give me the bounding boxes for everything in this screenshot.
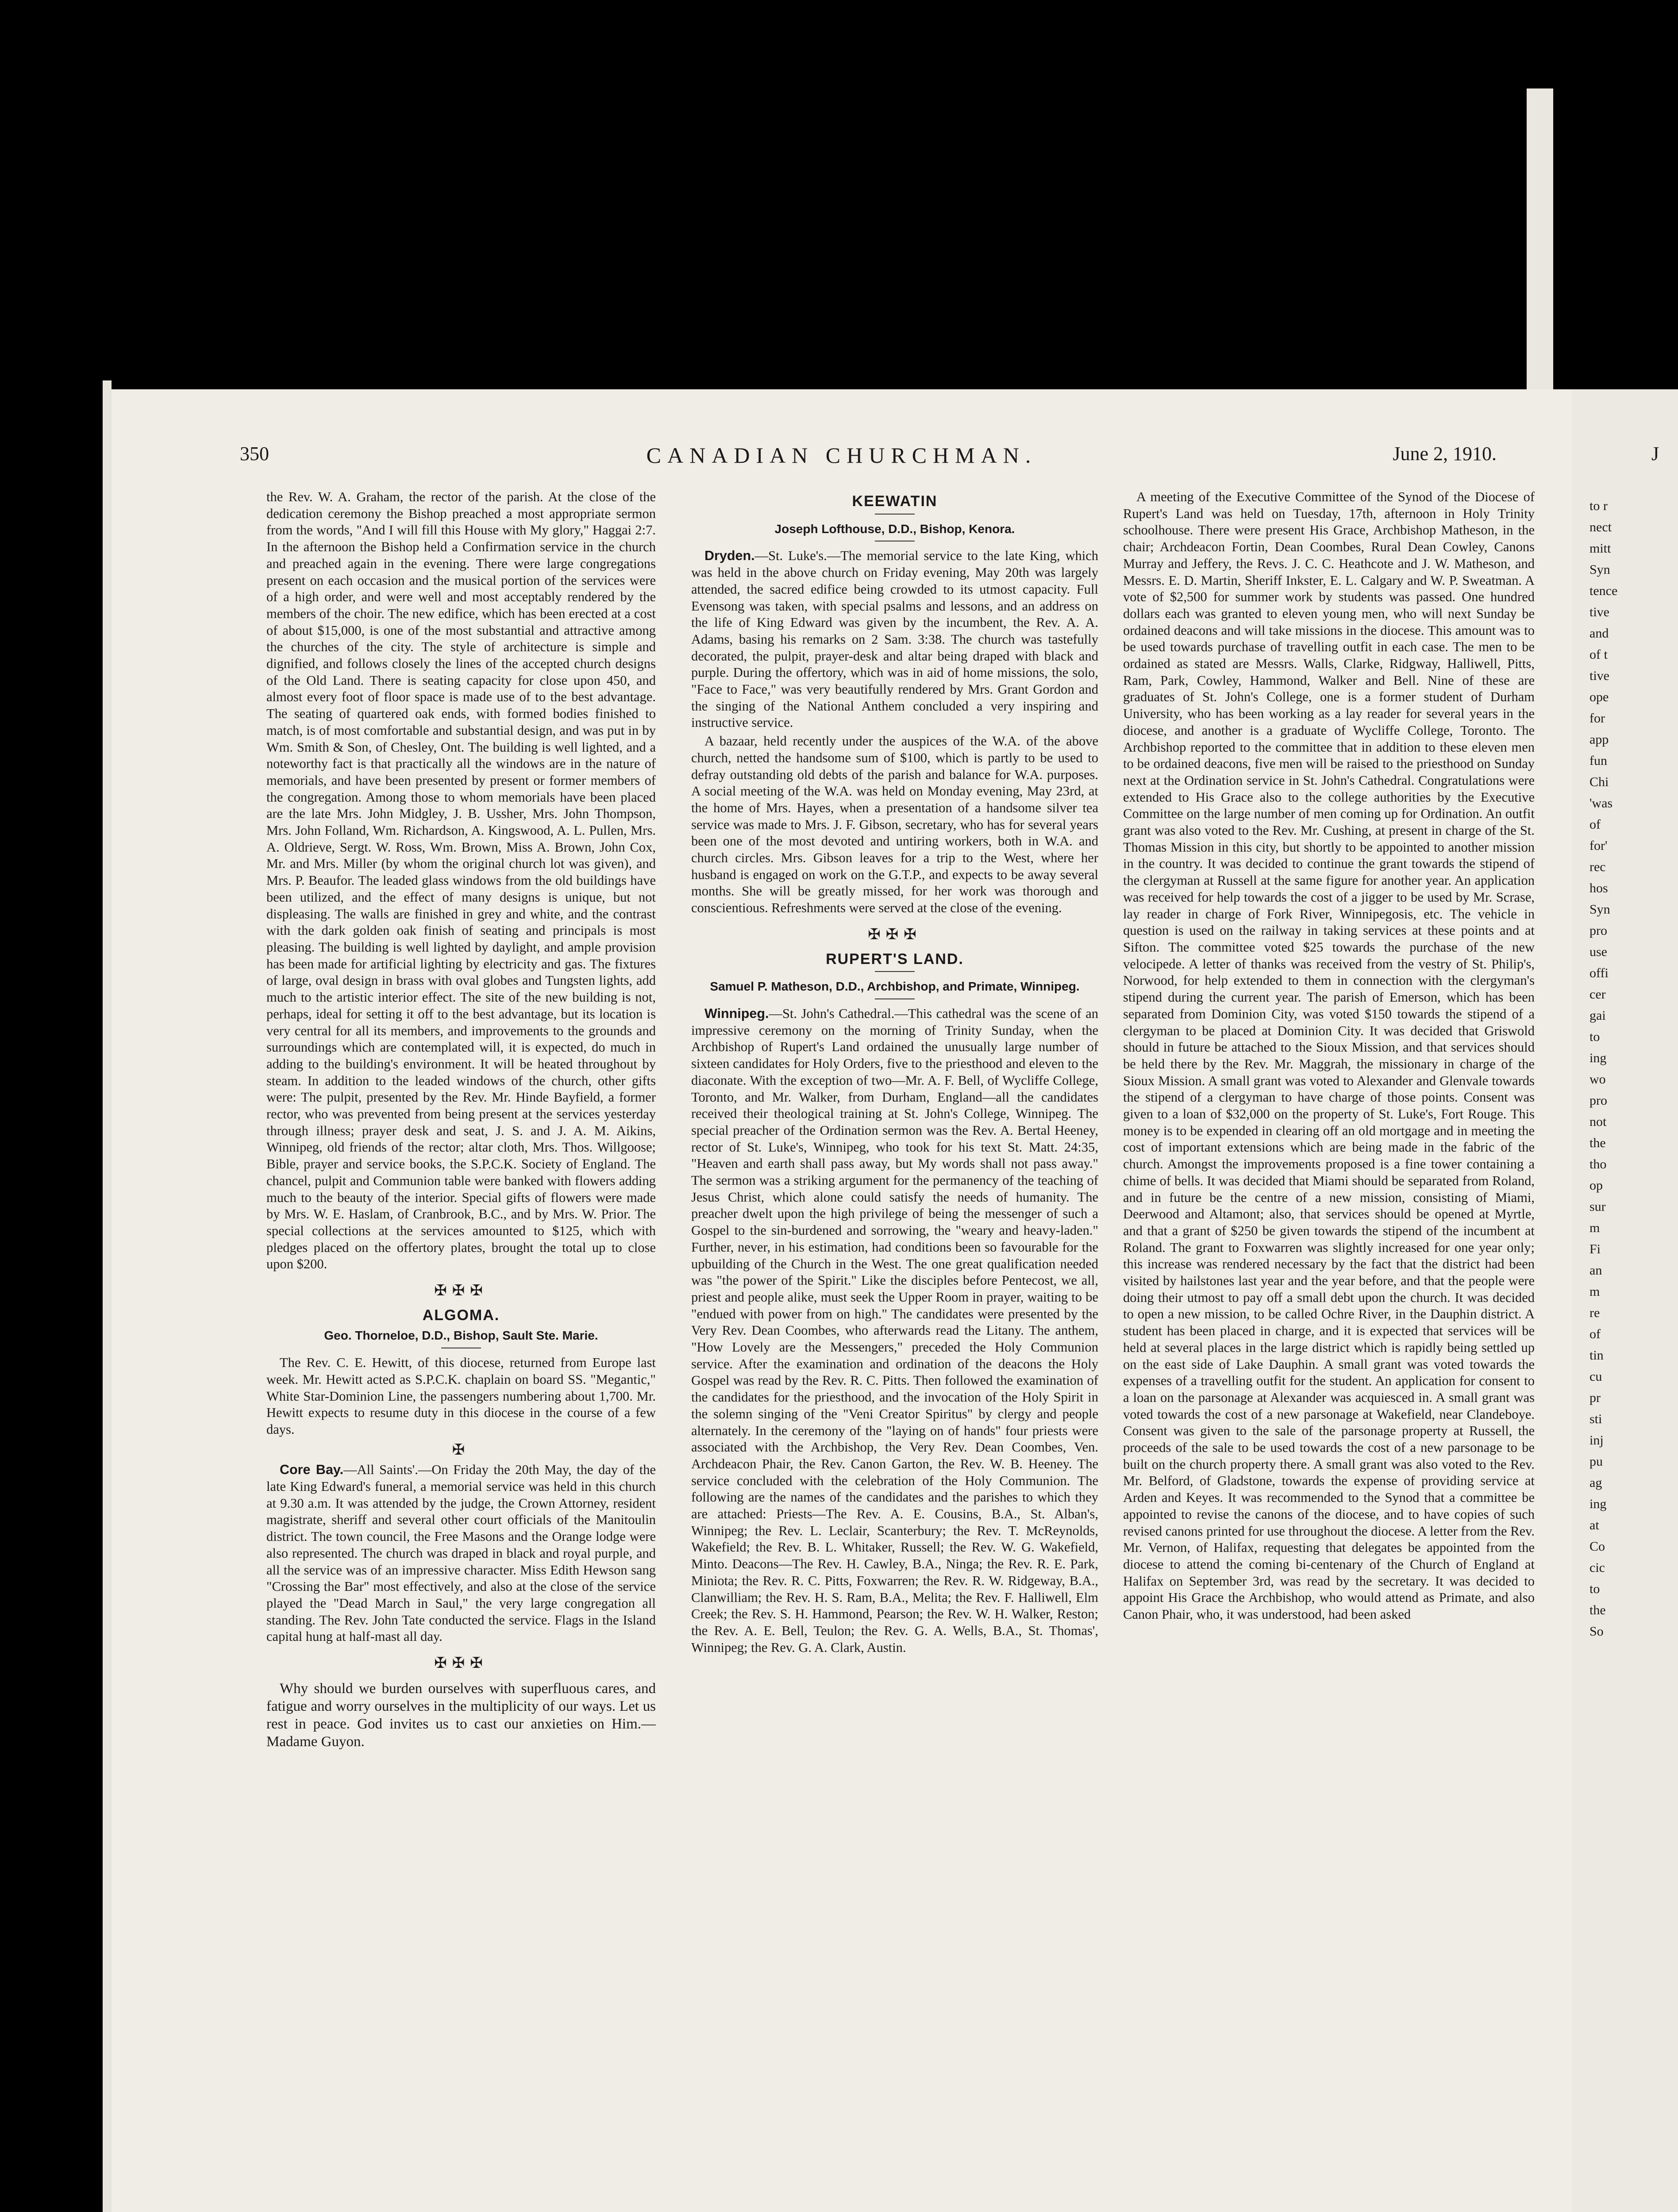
facing-page-line: ing [1589, 1051, 1607, 1065]
facing-page-line: sur [1589, 1199, 1606, 1214]
bishop-line: Geo. Thorneloe, D.D., Bishop, Sault Ste. Marie. [324, 1329, 598, 1343]
article-text: A bazaar, held recently under the auspices of the W.A. of the above church, netted the handsome sum of $100, which is partly to be used to defray outstanding old debts of the parish and balance for W.A. purposes. A social meeting of the W.A. was held on Monday evening, May 23rd, at the home of Mrs. Hayes, when a presentation of a handsome silver tea service was made to Mrs. J. F. Gibson, secretary, who has for several years been one of the most devoted and untiring workers, both in W.A. and church circles. Mrs. Gibson leaves for a trip to the West, where her husband is engaged on work on the G.T.P., and expects to be away several months. She will be greatly missed, for her work was thorough and conscientious. Refreshments were served at the close of the evening. [691, 733, 1098, 916]
facing-page-line: m [1589, 1221, 1600, 1235]
facing-page-line: nect [1589, 520, 1612, 534]
column-3 [1123, 489, 1535, 1625]
facing-page-line: use [1589, 945, 1607, 959]
article-paragraph [691, 548, 1098, 731]
facing-page-line: for' [1589, 838, 1608, 853]
facing-page-line: at [1589, 1518, 1599, 1532]
facing-page-edge [1572, 389, 1678, 2212]
facing-page-line: hos [1589, 881, 1608, 895]
facing-page-line: fun [1589, 753, 1607, 768]
facing-page-line: gai [1589, 1008, 1606, 1023]
facing-page-line: pr [1589, 1390, 1601, 1405]
facing-page-line: tho [1589, 1157, 1607, 1171]
facing-page-line: an [1589, 1263, 1602, 1278]
divider [875, 971, 915, 972]
section-ornament: ✠✠✠ [868, 926, 922, 943]
page-header [112, 442, 1572, 482]
place-name: Winnipeg. [704, 1006, 769, 1021]
facing-page-line: tin [1589, 1348, 1604, 1363]
facing-page-line: cu [1589, 1369, 1602, 1384]
divider [875, 998, 915, 999]
facing-page-line: m [1589, 1284, 1600, 1299]
facing-page-line: Chi [1589, 775, 1609, 789]
place-name: Core Bay. [280, 1462, 344, 1478]
facing-page-line: offi [1589, 966, 1609, 980]
facing-page-line: op [1589, 1178, 1603, 1193]
facing-page-line: 'was [1589, 796, 1613, 810]
facing-page-line: for [1589, 711, 1605, 726]
facing-page-line: mitt [1589, 541, 1611, 556]
facing-page-line: to [1589, 1582, 1600, 1596]
article-text: —St. Luke's.—The memorial service to the late King, which was held in the above church on Friday evening, May 20th was largely attended, the sacred edifice being crowded to its utmost capacity. Full Evensong was taken, with special psalms and lessons, and an address on the life of King Edward was given by the incumbent, the Rev. A. A. Adams, basing his remarks on 2 Sam. 3:38. The church was tastefully decorated, the pulpit, prayer-desk and altar being draped with black and purple. During the offertory, which was in aid of home missions, the solo, "Face to Face," was very beautifully rendered by Mrs. Grant Gordon and the singing of the National Anthem concluded a very inspiring and instructive service. [691, 548, 1098, 730]
left-binding-edge [103, 380, 112, 2212]
facing-page-line: Fi [1589, 1242, 1601, 1256]
facing-page-line: ag [1589, 1475, 1602, 1490]
publication-title: CANADIAN CHURCHMAN. [646, 443, 1037, 468]
bishop-line: Samuel P. Matheson, D.D., Archbishop, and Primate, Winnipeg. [710, 979, 1080, 994]
facing-page-line: the [1589, 1136, 1606, 1150]
facing-page-line: ope [1589, 690, 1609, 704]
place-name: Dryden. [704, 548, 755, 564]
facing-page-line: wo [1589, 1072, 1606, 1087]
article-paragraph [691, 1006, 1098, 1656]
closing-quote: Why should we burden ourselves with superfluous cares, and fatigue and worry ourselves in the multiplicity of our ways. Let us rest in peace. God invites us to cast our anxieties on Him.—Madame Guyon. [266, 1680, 656, 1750]
article-paragraph [266, 1462, 656, 1645]
facing-page-line: Syn [1589, 902, 1610, 917]
facing-page-line: not [1589, 1114, 1607, 1129]
facing-page-line: cic [1589, 1560, 1605, 1575]
article-text: A meeting of the Executive Committee of the Synod of the Diocese of Rupert's Land was held on Tuesday, 17th, afternoon in Holy Trinity schoolhouse. There were present His Grace, Archbishop Matheson, in the chair; Archdeacon Fortin, Dean Coombes, Rural Dean Cowley, Canons Murray and Jeffery, the Revs. J. C. C. Heathcote and J. W. Matheson, and Messrs. E. D. Martin, Sheriff Inkster, E. L. Calgary and W. P. Sweatman. A vote of $2,500 for summer work by students was passed. One hundred dollars each was granted to eleven young men, who will next Sunday be ordained deacons and will take missions in the diocese. This amount was to be used towards purchase of travelling outfit in each case. The men to be ordained as stated are Messrs. Walls, Clarke, Ridgway, Halliwell, Pitts, Ram, Park, Cowley, Hammond, Walker and Bell. Nine of these are graduates of St. John's College, one is a former student of Durham University, who has been working as a lay reader for several years in the diocese, and another is a graduate of Wycliffe College, Toronto. The Archbishop reported to the committee that in addition to these eleven men to be ordained deacons, five men will be raised to the priesthood on Sunday next at the Ordination service in St. John's Cathedral. Congratulations were extended to His Grace also to the college authorities by the Executive Committee on the large number of men coming up for Ordination. An outfit grant was also voted to the Rev. Mr. Cushing, at present in charge of the St. Thomas Mission in this city, but shortly to be appointed to another mission in the country. It was decided to continue the grant towards the stipend of the clergyman at Russell at the same figure for another year. An application was received for help towards the cost of a jigger to be used by Mr. Scrase, lay reader in charge of Fork River, Winnipegosis, etc. The vehicle in question is used on the railway in taking services at these points and at Sifton. The committee voted $25 towards the purchase of the new velocipede. A letter of thanks was received from the vestry of St. Philip's, Norwood, for help extended to them in connection with the clergyman's stipend during the current year. The parish of Emerson, which has been separated from Dominion City, was voted $150 towards the stipend of a clergyman to be placed at Dominion City. It was decided that Griswold should in future be attached to the Sioux Mission, and that services should be held there by the Rev. Mr. Maggrah, the missionary in charge of the Sioux Mission. A small grant was voted to Alexander and Glenvale towards the stipend of a clergyman to have charge of those points. Consent was given to a loan of $32,000 on the property of St. Luke's, Fort Rouge. This money is to be expended in clearing off an old mortgage and in meeting the cost of important extensions which are being made in the fabric of the church. Amongst the improvements proposed is a fine tower containing a chime of bells. It was decided that Miami should be separated from Roland, and in future be the centre of a new mission, consisting of Miami, Deerwood and Altamont; also, that services should be opened at Myrtle, and that a grant of $250 be given towards the stipend of the incumbent at Roland. The grant to Foxwarren was slightly increased for one year only; this increase was rendered necessary by the fact that the district had been visited by hailstones last year and the year before, and that the people were doing their utmost to pay off a small debt upon the church. It was decided to open a new mission, to be called Ochre River, in the Dauphin district. A student has been placed in charge, and it is expected that services will be held at several places in the large district which is rapidly being settled up on the east side of Lake Dauphin. A small grant was voted towards the expenses of a travelling outfit for the student. An application for consent to a loan on the parsonage at Alexander was acquiesced in. A small grant was voted towards the cost of a new parsonage at Wakefield, near Clandeboye. Consent was given to the sale of the parsonage property at Russell, the proceeds of the sale to be used towards the cost of a new parsonage to be built on the church property there. A small grant was also voted to the Rev. Mr. Belford, of Gladstone, towards the expense of providing service at Arden and Keyes. It was recommended to the Synod that a committee be appointed to revise the canons of the diocese, and to have copies of such revised canons printed for use throughout the diocese. A letter from the Rev. Mr. Vernon, of Halifax, requesting that delegates be appointed from the diocese to attend the coming bi-centenary of the Church of England at Halifax on September 3rd, was read by the secretary. It was decided to appoint His Grace the Archbishop, who would attend as Primate, and also Canon Phair, who, it was understood, had been asked [1123, 489, 1535, 1622]
facing-page-line: pu [1589, 1454, 1603, 1469]
facing-page-line: Co [1589, 1539, 1605, 1554]
facing-page-text [1589, 495, 1669, 1642]
newspaper-page [112, 389, 1572, 2212]
article-text: the Rev. W. A. Graham, the rector of the parish. At the close of the dedication ceremony the Bishop preached a most appropriate sermon from the words, "And I will fill this House with My glory," Haggai 2:7. In the afternoon the Bishop held a Confirmation service in the church and preached again in the evening. There were large congregations present on each occasion and the musical portion of the services were of a high order, and were well and most acceptably rendered by the members of the choir. The new edifice, which has been erected at a cost of about $15,000, is one of the most substantial and attractive among the churches of the city. The style of architecture is simple and dignified, and follows closely the lines of the accepted church designs of the Old Land. There is seating capacity for close upon 450, and almost every foot of floor space is made use of to the best advantage. The seating of quartered oak ends, with formed bodies finished to match, is of most comfortable and substantial design, and was put in by Wm. Smith & Son, of Chesley, Ont. The building is well lighted, and a noteworthy fact is that practically all the windows are in the nature of memorials, and have been presented by present or former members of the congregation. Among those to whom memorials have been placed are the late Mrs. John Midgley, J. B. Ussher, Mrs. John Thompson, Mrs. John Folland, Wm. Richardson, A. Kingswood, A. L. Pullen, Mrs. A. Oldrieve, Sergt. W. Ross, Wm. Brown, Miss A. Brown, John Cox, Mr. and Mrs. Miller (by whom the original church lot was given), and Mrs. P. Beaufor. The leaded glass windows from the old buildings have been utilized, and the effect of many designs is unique, but not displeasing. The walls are finished in grey and white, and the contrast with the dark golden oak finish of seating and principals is most pleasing. The building is well lighted by daylight, and ample provision has been made for artificial lighting by electricity and gas. The fixtures of large, oval design in brass with oval globes and Tungsten lights, add much to the artistic interior effect. The site of the new building is not, perhaps, ideal for setting it off to the best advantage, but its location is very central for all its members, and improvements to the grounds and surroundings which are contemplated will, it is expected, do much in adding to the building's environment. It will be heated throughout by steam. In addition to the leaded windows of the church, other gifts were: The pulpit, presented by the Rev. Mr. Hinde Bayfield, a former rector, who was prevented from being present at the services yesterday through illness; prayer desk and seat, J. S. and J. A. M. Aikins, Winnipeg, old friends of the rector; altar cloth, Mrs. Thos. Willgoose; Bible, prayer and service books, the S.P.C.K. Society of England. The chancel, pulpit and Communion table were banked with flowers adding much to the beauty of the interior. Special gifts of flowers were made by Mrs. W. E. Haslam, of Cranbrook, B.C., and by Mrs. W. Prior. The special collections at the services amounted to $125, which with pledges placed on the offertory plates, brought the total up to close upon $200. [266, 489, 656, 1272]
bishop-line: Joseph Lofthouse, D.D., Bishop, Kenora. [774, 522, 1015, 536]
facing-page-line: the [1589, 1603, 1606, 1617]
facing-page-line: ing [1589, 1497, 1607, 1511]
facing-page-line: pro [1589, 923, 1607, 938]
facing-page-line: of t [1589, 647, 1608, 662]
facing-page-line: to r [1589, 499, 1608, 513]
divider [875, 514, 915, 515]
section-heading-keewatin: KEEWATIN [852, 493, 938, 510]
article-text: The Rev. C. E. Hewitt, of this diocese, returned from Europe last week. Mr. Hewitt acted as S.P.C.K. chaplain on board SS. "Megantic," White Star-Dominion Line, the passengers numbering about 1,700. Mr. Hewitt expects to resume duty in this diocese in the course of a few days. [266, 1355, 656, 1437]
facing-page-line: tive [1589, 668, 1609, 683]
facing-page-line: inj [1589, 1433, 1604, 1448]
facing-page-line: of [1589, 817, 1601, 832]
facing-page-line: cer [1589, 987, 1606, 1002]
column-2 [691, 489, 1098, 1658]
article-text: —All Saints'.—On Friday the 20th May, the day of the late King Edward's funeral, a memorial service was held in this church at 9.30 a.m. It was attended by the judge, the Crown Attorney, resident magistrate, sheriff and several other court officials of the Manitoulin district. The town council, the Free Masons and the Orange lodge were also represented. The church was draped in black and royal purple, and all the service was of an impressive character. Miss Edith Hewson sang "Crossing the Bar" most effectively, and also at the close of the service played the "Dead March in Saul," the very large congregation all standing. The Rev. John Tate conducted the service. Flags in the Island capital hung at half-mast all day. [266, 1462, 656, 1644]
facing-page-line: of [1589, 1327, 1601, 1341]
article-text: —St. John's Cathedral.—This cathedral was the scene of an impressive ceremony on the morning of Trinity Sunday, when the Archbishop of Rupert's Land ordained the unusually large number of sixteen candidates for Holy Orders, five to the priesthood and eleven to the diaconate. With the exception of two—Mr. A. F. Bell, of Wycliffe College, Toronto, and Mr. Walker, from Durham, England—all the candidates received their theological training at St. John's College, Winnipeg. The special preacher of the Ordination sermon was the Rev. A. Bertal Heeney, rector of St. Luke's, Winnipeg, who took for his text St. Matt. 24:35, "Heaven and earth shall pass away, but My words shall not pass away." The sermon was a striking argument for the permanency of the teaching of Jesus Christ, which alone could satisfy the needs of humanity. The preacher dwelt upon the high privilege of being the messenger of such a Gospel to the sin-burdened and sorrowing, the "weary and heavy-laden." Further, never, in his estimation, had conditions been so favourable for the upbuilding of the Church in the West. The one great qualification needed was "the power of the Spirit." Like the disciples before Pentecost, we all, priest and people alike, must seek the Upper Room in prayer, waiting to be "endued with power from on high." The candidates were presented by the Very Rev. Dean Coombes, who afterwards read the Litany. The anthem, "How Lovely are the Messengers," preceded the Holy Communion service. After the examination and ordination of the deacons the Holy Gospel was read by the Rev. R. C. Pitts. Then followed the examination of the candidates for the priesthood, and the invocation of the Holy Spirit in the solemn singing of the "Veni Creator Spiritus" by clergy and people alternately. In the ceremony of the "laying on of hands" four priests were associated with the Archbishop, the Very Rev. Dean Coombes, Ven. Archdeacon Phair, the Rev. Canon Garton, the Rev. W. B. Heeney. The service concluded with the celebration of the Holy Communion. The following are the names of the candidates and the parishes to which they are attached: Priests—The Rev. A. E. Cousins, B.A., St. Alban's, Winnipeg; the Rev. L. Leclair, Scanterbury; the Rev. T. McReynolds, Wakefield; the Rev. B. L. Whitaker, Russell; the Rev. W. G. Wakefield, Minto. Deacons—The Rev. H. Cawley, B.A., Ninga; the Rev. R. E. Park, Miniota; the Rev. R. C. Pitts, Foxwarren; the Rev. R. W. Ridgeway, B.A., Clanwilliam; the Rev. H. S. Ram, B.A., Melita; the Rev. F. Halliwell, Elm Creek; the Rev. S. H. Hammond, Pearson; the Rev. W. H. Walker, Reston; the Rev. A. E. Bell, Teulon; the Rev. G. A. Wells, B.A., St. Thomas', Winnipeg; the Rev. G. A. Clark, Austin. [691, 1006, 1098, 1655]
facing-page-line: tence [1589, 584, 1618, 598]
facing-page-line: So [1589, 1624, 1604, 1639]
page-number: 350 [240, 443, 269, 465]
facing-page-header: J [1651, 443, 1659, 465]
facing-page-line: re [1589, 1306, 1600, 1320]
column-1 [266, 489, 656, 1752]
facing-page-line: to [1589, 1029, 1600, 1044]
issue-date: June 2, 1910. [1393, 443, 1497, 465]
facing-page-line: tive [1589, 605, 1609, 619]
facing-page-line: app [1589, 732, 1609, 747]
small-ornament: ✠ [452, 1441, 470, 1458]
section-ornament: ✠✠✠ [434, 1283, 488, 1299]
facing-page-line: pro [1589, 1093, 1607, 1108]
facing-page-line: and [1589, 626, 1609, 641]
section-heading-algoma: ALGOMA. [422, 1306, 500, 1324]
facing-page-line: rec [1589, 860, 1606, 874]
facing-page-line: sti [1589, 1412, 1602, 1426]
section-heading-ruperts-land: RUPERT'S LAND. [826, 950, 964, 968]
section-ornament: ✠✠✠ [434, 1655, 488, 1672]
binding-strip-top [1527, 88, 1553, 394]
facing-page-line: Syn [1589, 562, 1610, 577]
